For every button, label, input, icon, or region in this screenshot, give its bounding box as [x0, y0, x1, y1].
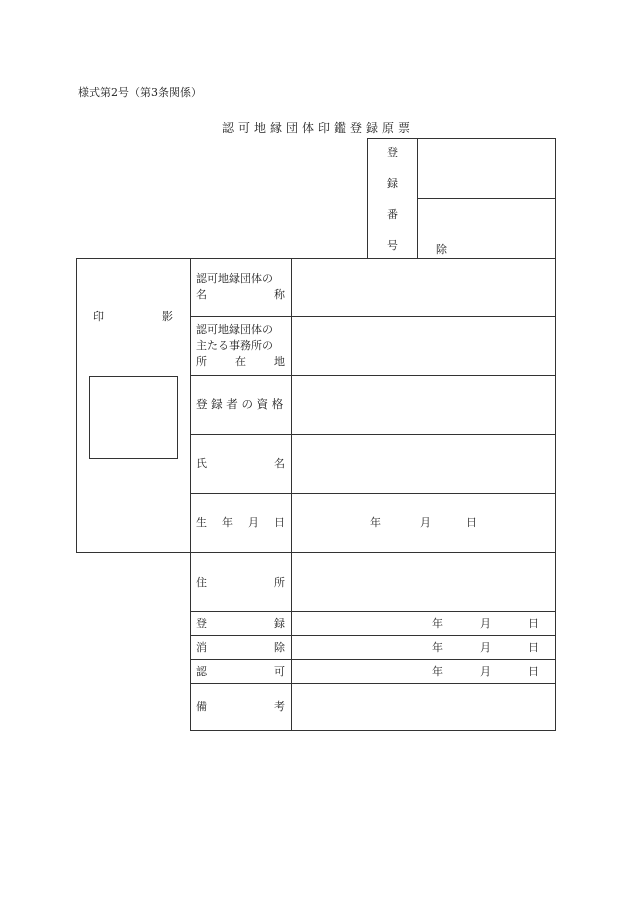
approval-month: 月: [480, 665, 491, 678]
seal-impression-label-left: 印: [93, 310, 104, 323]
registration-label-left: 登: [196, 617, 207, 630]
org-office-label-line3-b: 在: [235, 355, 246, 368]
remarks-label-right: 考: [274, 700, 285, 713]
registration-month: 月: [480, 617, 491, 630]
registration-number-char-3: 番: [387, 208, 398, 221]
deletion-day: 日: [528, 641, 539, 654]
seal-stamp-area[interactable]: [89, 376, 178, 459]
name-field[interactable]: [292, 435, 555, 493]
birth-date-label-1: 生: [196, 516, 207, 529]
address-label-right: 所: [274, 576, 285, 589]
birth-date-year: 年: [370, 516, 381, 529]
deletion-label-right: 除: [274, 641, 285, 654]
org-name-field[interactable]: [292, 259, 555, 316]
birth-date-field[interactable]: [292, 494, 555, 552]
registrant-qualification-field[interactable]: [292, 376, 555, 434]
approval-label-right: 可: [274, 665, 285, 678]
registration-year: 年: [432, 617, 443, 630]
deletion-date-field[interactable]: [292, 636, 555, 659]
removal-mark: 除: [436, 243, 447, 256]
org-office-label-line3-a: 所: [196, 355, 207, 368]
approval-label-left: 認: [196, 665, 207, 678]
name-label-left: 氏: [196, 457, 207, 470]
address-field[interactable]: [292, 553, 555, 611]
registrant-qualification-label: 登 録 者 の 資 格: [196, 397, 284, 411]
registration-number-char-2: 録: [387, 177, 398, 190]
registration-number-char-4: 号: [387, 239, 398, 252]
org-name-label-line1: 認可地縁団体の: [196, 272, 273, 285]
seal-impression-label-right: 影: [162, 310, 173, 323]
remarks-field[interactable]: [292, 684, 555, 730]
approval-date-field[interactable]: [292, 660, 555, 683]
org-name-label-right: 称: [274, 288, 285, 301]
registration-number-char-1: 登: [387, 146, 398, 159]
approval-year: 年: [432, 665, 443, 678]
registration-number-field[interactable]: [418, 139, 555, 198]
birth-date-month: 月: [420, 516, 431, 529]
birth-date-label-4: 日: [274, 516, 285, 529]
org-name-label-left: 名: [196, 288, 207, 301]
birth-date-label-2: 年: [222, 516, 233, 529]
org-office-label-line3-c: 地: [274, 355, 285, 368]
name-label-right: 名: [274, 457, 285, 470]
page-title: 認可地縁団体印鑑登録原票: [222, 121, 415, 135]
org-office-label-line2: 主たる事務所の: [196, 339, 273, 352]
remarks-label-left: 備: [196, 700, 207, 713]
birth-date-label-3: 月: [248, 516, 259, 529]
form-number: 様式第2号（第3条関係）: [78, 86, 202, 99]
registration-date-field[interactable]: [292, 612, 555, 635]
org-office-field[interactable]: [292, 317, 555, 375]
org-office-label-line1: 認可地縁団体の: [196, 323, 273, 336]
deletion-month: 月: [480, 641, 491, 654]
registration-label-right: 録: [274, 617, 285, 630]
deletion-label-left: 消: [196, 641, 207, 654]
registration-day: 日: [528, 617, 539, 630]
approval-day: 日: [528, 665, 539, 678]
birth-date-day: 日: [466, 516, 477, 529]
address-label-left: 住: [196, 576, 207, 589]
deletion-year: 年: [432, 641, 443, 654]
